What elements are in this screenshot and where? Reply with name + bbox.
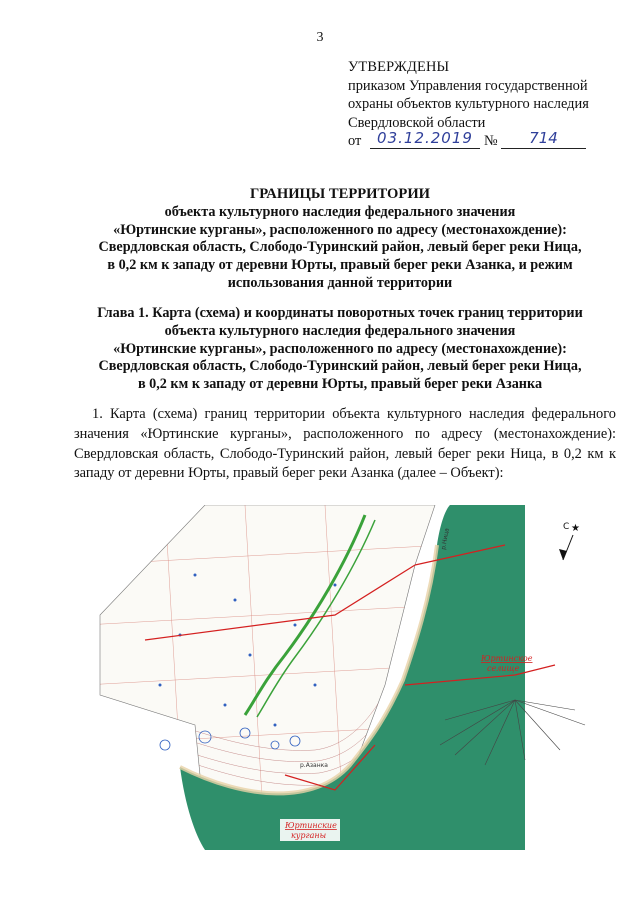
paragraph-1 bbox=[74, 405, 616, 484]
label-river-azanka: р.Азанка bbox=[300, 762, 328, 769]
north-label: С bbox=[563, 522, 570, 532]
main-heading-line-2: объекта культурного наследия федерального значения bbox=[164, 203, 516, 220]
chapter-heading-line-4: Свердловская область, Слободо-Туринский район, левый берег реки Ница, bbox=[98, 358, 582, 375]
approval-block bbox=[348, 58, 628, 152]
main-heading-line-6: использования данной территории bbox=[227, 274, 453, 291]
number-sign: № bbox=[484, 133, 498, 150]
chapter-heading-line-5: в 0,2 км к западу от деревни Юрты, правый берег реки Азанка bbox=[137, 376, 543, 393]
svg-text:★: ★ bbox=[571, 523, 580, 534]
main-heading-title: ГРАНИЦЫ ТЕРРИТОРИИ bbox=[249, 186, 431, 202]
main-heading-line-4: Свердловская область, Слободо-Туринский район, левый берег реки Ница, bbox=[98, 239, 582, 256]
chapter-heading-line-2: объекта культурного наследия федерального значения bbox=[164, 322, 516, 339]
territory-boundary-map bbox=[85, 505, 600, 850]
approval-date: 03.12.2019 bbox=[370, 129, 480, 149]
approval-line-3: Свердловской области bbox=[348, 114, 486, 131]
main-heading-line-5: в 0,2 км к западу от деревни Юрты, правый берег реки Азанка, и режим bbox=[107, 257, 573, 274]
approval-date-number-line bbox=[348, 129, 628, 152]
date-prefix: от bbox=[348, 133, 362, 150]
approval-line-2: охраны объектов культурного наследия bbox=[348, 96, 589, 113]
label-kurgany-2: курганы bbox=[291, 831, 327, 840]
chapter-heading-line-1: Глава 1. Карта (схема) и координаты поворотных точек границ территории bbox=[97, 305, 583, 321]
label-selishche-2: селище bbox=[487, 664, 520, 673]
chapter-heading bbox=[60, 305, 620, 394]
approval-line-1: приказом Управления государственной bbox=[348, 77, 588, 94]
label-selishche-1: Юртинское bbox=[481, 654, 533, 663]
north-arrow-icon bbox=[559, 522, 580, 560]
paragraph-1-text: 1. Карта (схема) границ территории объекта культурного наследия федерального значения «Юртинские курганы», расположенного по адресу (местонахождение): Свердловская область, Слободо-Туринский район, левый берег реки Ница, в 0,2 км к западу от деревни Юрты, правый берег реки Азанка (далее – Объект): bbox=[74, 406, 616, 482]
chapter-heading-line-3: «Юртинские курганы», расположенного по адресу (местонахождение): bbox=[113, 340, 567, 357]
label-river-nitsa: р.Ница bbox=[440, 527, 451, 551]
label-kurgany-1: Юртинские bbox=[285, 821, 337, 830]
main-heading bbox=[60, 186, 620, 293]
approval-title: УТВЕРЖДЕНЫ bbox=[348, 59, 450, 75]
approval-number: 714 bbox=[501, 129, 586, 149]
main-heading-line-3: «Юртинские курганы», расположенного по адресу (местонахождение): bbox=[113, 221, 567, 238]
page-number: 3 bbox=[316, 30, 324, 45]
